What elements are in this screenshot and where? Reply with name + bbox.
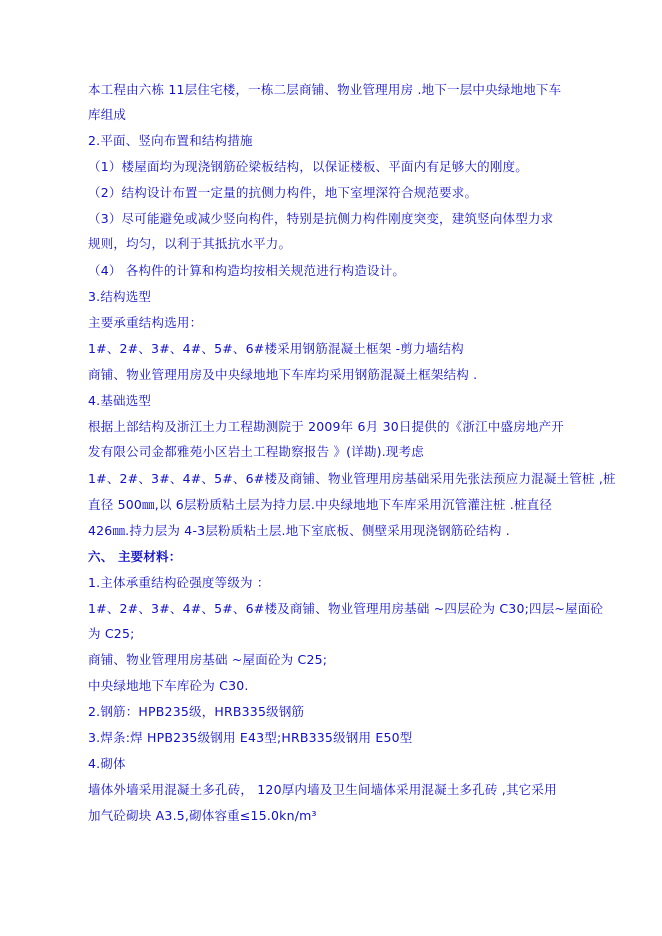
- text-line-measure-3: （3）尽可能避免或减少竖向构件，特别是抗侧力构件刚度突变，建筑竖向体型力求: [88, 211, 554, 226]
- text-line-structure-1: 1#、2#、3#、4#、5#、6#楼采用钢筋混凝土框架 -剪力墙结构: [88, 341, 464, 356]
- text-line-structure-2: 商铺、物业管理用房及中央绿地地下车库均采用钢筋混凝土框架结构 .: [88, 367, 478, 382]
- text-line-masonry-2: 加气砼砌块 A3.5,砌体容重≤15.0kn/m³: [88, 808, 317, 823]
- text-line-foundation-3: 1#、2#、3#、4#、5#、6#楼及商铺、物业管理用房基础采用先张法预应力混凝土管桩 ,桩: [88, 471, 616, 486]
- text-line-foundation-2: 发有限公司金都雅苑小区岩土工程勘察报告 》(详勘).现考虑: [88, 444, 425, 459]
- text-line-measure-1: （1）楼屋面均为现浇钢筋砼梁板结构，以保证楼板、平面内有足够大的刚度。: [88, 159, 528, 174]
- section-heading-materials: 六、 主要材料：: [88, 549, 182, 564]
- text-line-1: 本工程由六栋 11层住宅楼，一栋二层商铺、物业管理用房 .地下一层中央绿地地下车: [88, 82, 562, 97]
- text-line-measure-4: （4） 各构件的计算和构造均按相关规范进行构造设计。: [88, 263, 406, 278]
- text-line-concrete-1: 1#、2#、3#、4#、5#、6#楼及商铺、物业管理用房基础 ~四层砼为 C30;四层~屋面砼: [88, 601, 604, 616]
- text-line-foundation-1: 根据上部结构及浙江土力工程勘测院于 2009年 6月 30日提供的《浙江中盛房地产开: [88, 419, 564, 434]
- text-line-concrete-heading: 1.主体承重结构砼强度等级为 ：: [88, 575, 270, 590]
- text-line-concrete-2: 商铺、物业管理用房基础 ~屋面砼为 C25;: [88, 652, 328, 667]
- text-line-foundation-5: 426㎜.持力层为 4-3层粉质粘土层.地下室底板、侧壁采用现浇钢筋砼结构 .: [88, 523, 510, 538]
- text-line-2: 库组成: [88, 107, 127, 122]
- text-line-concrete-3: 中央绿地地下车库砼为 C30.: [88, 678, 249, 693]
- text-line-foundation-4: 直径 500㎜,以 6层粉质粘土层为持力层.中央绿地地下车库采用沉管灌注桩 .桩直径: [88, 497, 553, 512]
- text-line-masonry-heading: 4.砌体: [88, 756, 126, 771]
- text-line-rebar: 2.钢筋：HPB235级，HRB335级钢筋: [88, 704, 305, 719]
- section-heading-structure: 3.结构选型: [88, 289, 152, 304]
- section-heading-layout: 2.平面、竖向布置和结构措施: [88, 133, 253, 148]
- text-line-welding: 3.焊条:焊 HPB235级钢用 E43型;HRB335级钢用 E50型: [88, 730, 413, 745]
- text-line-structure-intro: 主要承重结构选用：: [88, 315, 203, 330]
- section-heading-foundation: 4.基础选型: [88, 393, 152, 408]
- text-line-measure-3-cont: 规则，均匀，以利于其抵抗水平力。: [88, 236, 292, 251]
- text-line-measure-2: （2）结构设计布置一定量的抗侧力构件，地下室埋深符合规范要求。: [88, 185, 478, 200]
- text-line-masonry-1: 墙体外墙采用混凝土多孔砖， 120厚内墙及卫生间墙体采用混凝土多孔砖 ,其它采用: [88, 782, 557, 797]
- text-line-concrete-1-cont: 为 C25;: [88, 626, 135, 641]
